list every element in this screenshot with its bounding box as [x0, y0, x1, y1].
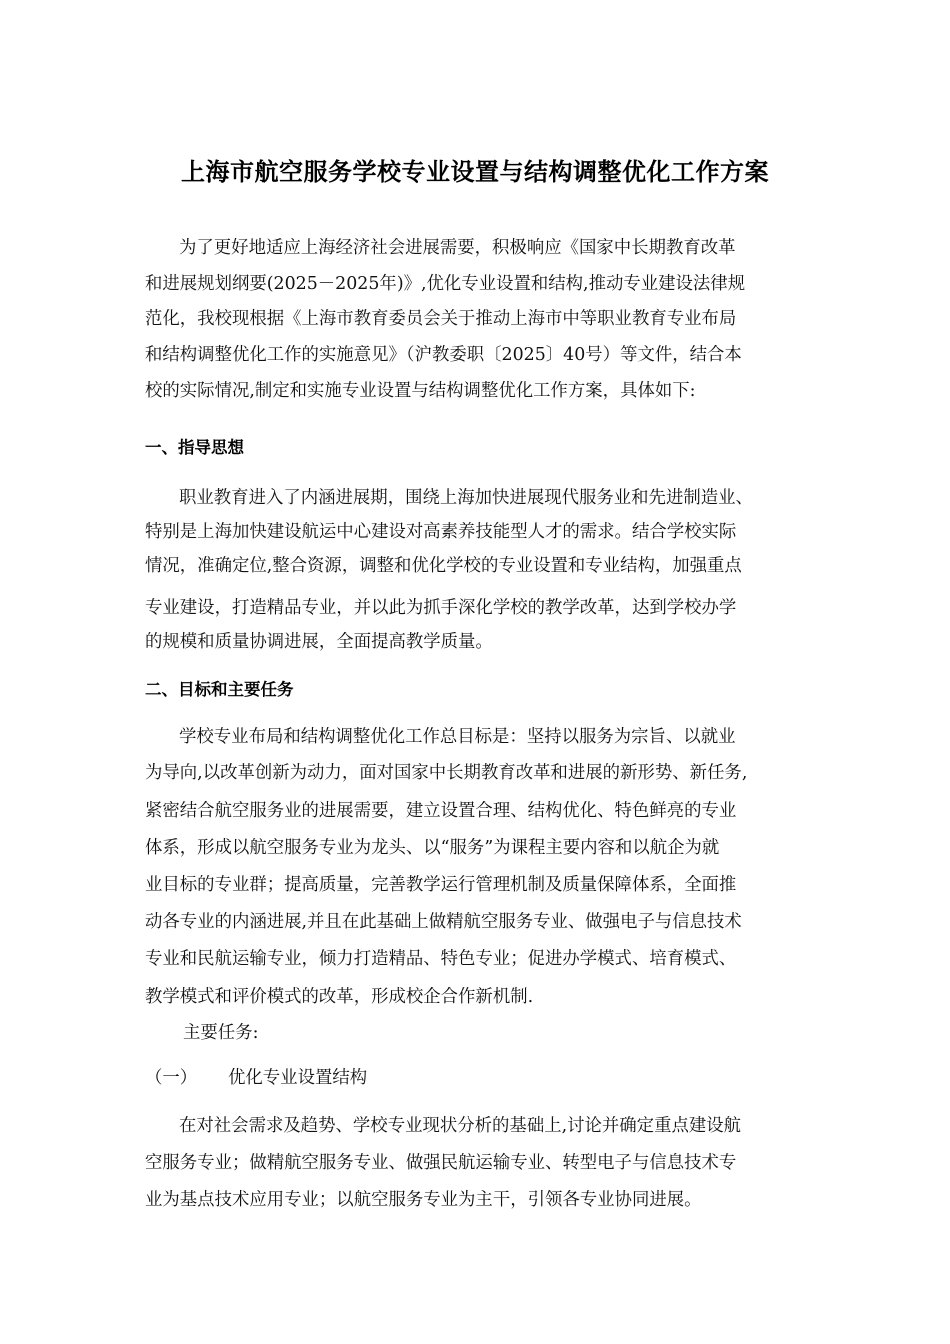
intro-line: 和进展规划纲要(2025－2025年)》,优化专业设置和结构,推动专业建设法律规 — [145, 274, 746, 294]
paragraph-line: 职业教育进入了内涵进展期，围绕上海加快进展现代服务业和先进制造业、 — [179, 488, 753, 508]
document-title: 上海市航空服务学校专业设置与结构调整优化工作方案 — [181, 158, 769, 186]
paragraph-line: 业目标的专业群；提高质量，完善教学运行管理机制及质量保障体系，全面推 — [145, 875, 737, 895]
paragraph-line: 特别是上海加快建设航运中心建设对高素养技能型人才的需求。结合学校实际 — [145, 522, 737, 542]
paragraph-line: 专业建设，打造精品专业，并以此为抓手深化学校的教学改革，达到学校办学 — [145, 598, 737, 618]
paragraph-line: 为导向,以改革创新为动力，面对国家中长期教育改革和进展的新形势、新任务, — [145, 763, 748, 783]
paragraph-line: 空服务专业；做精航空服务专业、做强民航运输专业、转型电子与信息技术专 — [145, 1153, 737, 1173]
section-heading: 二、目标和主要任务 — [145, 680, 294, 699]
paragraph-line: 业为基点技术应用专业；以航空服务专业为主干，引领各专业协同进展。 — [145, 1190, 702, 1210]
paragraph-line: 教学模式和评价模式的改革，形成校企合作新机制. — [145, 987, 534, 1007]
paragraph-line: 的规模和质量协调进展，全面提高教学质量。 — [145, 632, 493, 652]
paragraph-line: 动各专业的内涵进展,并且在此基础上做精航空服务专业、做强电子与信息技术 — [145, 912, 742, 932]
tasks-label: 主要任务: — [183, 1023, 259, 1043]
section-heading: 一、指导思想 — [145, 438, 244, 457]
paragraph-line: 情况，准确定位,整合资源，调整和优化学校的专业设置和专业结构，加强重点 — [145, 556, 742, 576]
paragraph-line: 学校专业布局和结构调整优化工作总目标是：坚持以服务为宗旨、以就业 — [179, 727, 736, 747]
intro-line: 范化，我校现根据《上海市教育委员会关于推动上海市中等职业教育专业布局 — [145, 309, 737, 329]
intro-line: 校的实际情况,制定和实施专业设置与结构调整优化工作方案，具体如下: — [145, 381, 696, 401]
intro-line: 为了更好地适应上海经济社会进展需要，积极响应《国家中长期教育改革 — [179, 238, 736, 258]
paragraph-line: 体系，形成以航空服务专业为龙头、以“服务”为课程主要内容和以航企为就 — [145, 838, 720, 858]
paragraph-line: 紧密结合航空服务业的进展需要，建立设置合理、结构优化、特色鲜亮的专业 — [145, 801, 737, 821]
paragraph-line: 专业和民航运输专业，倾力打造精品、特色专业；促进办学模式、培育模式、 — [145, 949, 737, 969]
intro-line: 和结构调整优化工作的实施意见》（沪教委职〔2025〕40号）等文件，结合本 — [145, 345, 742, 365]
paragraph-line: 在对社会需求及趋势、学校专业现状分析的基础上,讨论并确定重点建设航 — [179, 1116, 742, 1136]
subsection-title: 优化专业设置结构 — [228, 1068, 368, 1088]
subsection-number: （一） — [145, 1068, 198, 1088]
